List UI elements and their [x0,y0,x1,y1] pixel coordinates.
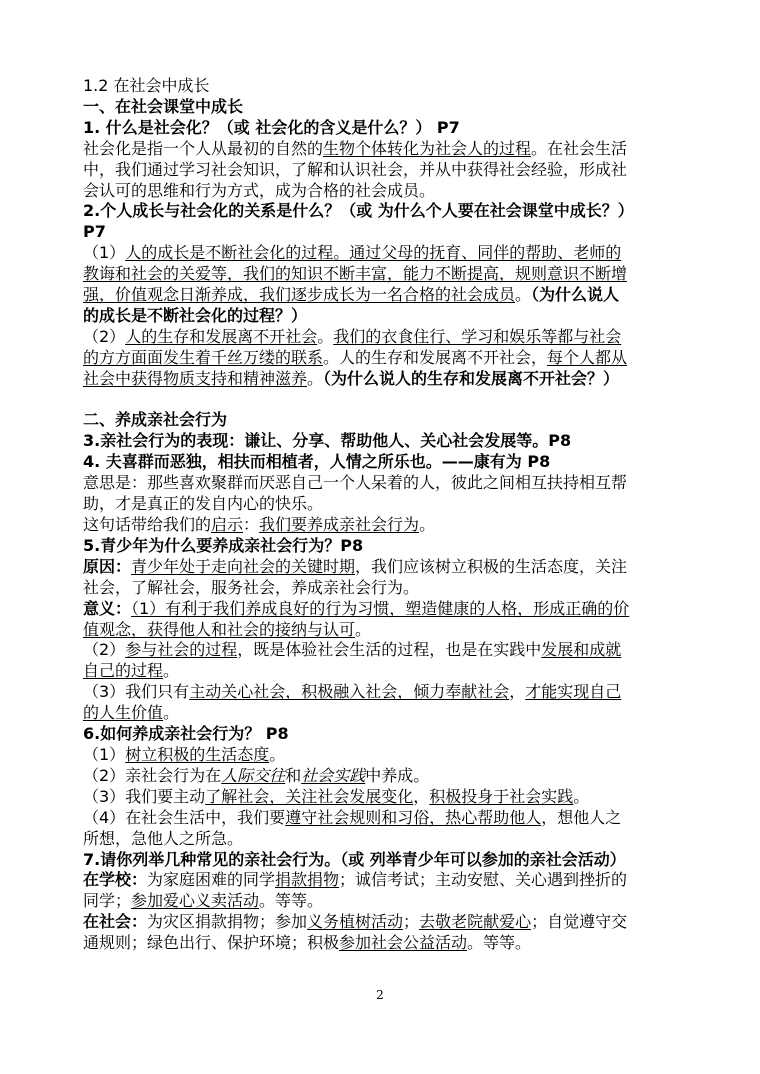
text-run: 参加社会公益活动 [339,933,468,953]
text-run: 义务植树活动 [307,912,404,932]
text-line [83,369,683,390]
text-run: 7.请你列举几种常见的亲社会行为。（或 列举青少年可以参加的亲社会活动） [83,849,626,869]
text-line [83,306,683,327]
text-run: （1） [83,243,126,263]
text-run: 的人生价值 [83,703,164,723]
text-run: 。 [269,744,286,764]
text-line [83,515,683,536]
text-run: 。人的生存和发展离不开社会， [323,347,548,367]
text-run: 了解社会，关注社会发展变化 [205,786,414,806]
text-line [83,640,683,661]
text-run: 3.亲社会行为的表现：谦让、分享、帮助他人、关心社会发展等。P8 [83,431,572,451]
text-line [83,76,683,97]
text-run: 社会，了解社会，服务社会，养成亲社会行为。 [83,577,420,597]
text-line [83,703,683,724]
text-run: 。 [163,703,180,723]
text-run: 才能实现自己 [525,682,622,702]
text-run: 。通过父母的抚育、同伴的帮助、老师的 [333,243,622,263]
text-run: 。等等。 [259,891,324,911]
text-run: （为什么说人 [531,285,620,305]
text-line [83,431,683,452]
text-line [83,599,683,620]
text-run: 原因： [83,556,132,576]
text-line [83,118,683,139]
text-run: 社会化是指一个人从最初的自然的 [83,138,324,158]
text-run: 去敬老院献爱心 [419,912,532,932]
text-line [83,410,683,431]
text-run: 会认可的思维和行为方式，成为合格的社会成员。 [83,180,436,200]
text-line [83,264,683,285]
text-run: 中养成。 [365,765,430,785]
text-line [83,494,683,515]
text-line [83,97,683,118]
text-line [83,536,683,557]
text-run: 助，才是真正的发自内心的快乐。 [83,494,324,514]
text-run: 1. 什么是社会化？（或 社会化的含义是什么？） P7 [83,117,460,137]
text-run: 意思是：那些喜欢聚群而厌恶自己一个人呆着的人，彼此之间相互扶持相互帮 [83,473,628,493]
text-run: 每个人都从 [547,347,628,367]
document-body [83,76,683,954]
text-run: 教诲和社会的关爱等，我们的知识不断丰富，能力不断提高，规则意识不断增 [83,264,628,284]
text-run: 二、养成亲社会行为 [83,410,228,430]
text-run: 值观念，获得他人和社会的接纳与认可 [83,619,356,639]
text-run: ，既是体验社会生活的过程，也是在实践中 [237,640,542,660]
text-line [83,745,683,766]
text-run: 。等等。 [467,933,532,953]
text-run: 通规则；绿色出行、保护环境；积极 [83,933,340,953]
text-run: 社会中获得物质支持和精神滋养 [83,368,308,388]
text-line [83,891,683,912]
text-run: 所想，急他人之所急。 [83,828,244,848]
text-run: 发展和成就 [541,640,622,660]
text-line [83,473,683,494]
text-run: 意义： [83,598,132,618]
text-line [83,620,683,641]
text-run: 在学校： [83,870,148,890]
text-line [83,327,683,348]
text-run: 主动关心社会，积极融入社会，倾力奉献社会 [189,682,510,702]
text-line [83,181,683,202]
text-run: 我们的衣食住行、学习和娱乐等都与社会 [333,326,622,346]
text-line [83,661,683,682]
text-line [83,348,683,369]
text-line [83,766,683,787]
text-run: 人际交往 [221,765,286,785]
text-run: ；诚信考试；主动安慰、关心遇到挫折的 [339,870,628,890]
text-run: 启示 [211,515,244,535]
text-run: （2） [83,640,126,660]
text-run: 中，我们通过学习社会知识，了解和认识社会，并从中获得社会经验，形成社 [83,159,628,179]
text-line [83,933,683,954]
text-run: （3）我们要主动 [83,786,206,806]
text-run: 自己的过程 [83,661,164,681]
text-run: 生物个体转化为社会人的过程 [323,138,532,158]
text-run: ，想他人之 [541,807,622,827]
text-run: 4. 夫喜群而恶独，相扶而相植者，人情之所乐也。——康有为 P8 [83,452,551,472]
text-run: 和 [285,765,302,785]
text-run: 的成长是不断社会化的过程？） [83,305,308,325]
text-run: ；自觉遵守交 [531,912,628,932]
text-run: ， [509,682,526,702]
text-run: 同学； [83,891,132,911]
text-run: （1）有利于我们养成良好的行为习惯，塑造健康的人格，形成正确的价 [131,598,630,618]
text-line [83,787,683,808]
text-run: 2.个人成长与社会化的关系是什么？（或 为什么个人要在社会课堂中成长？） [83,201,634,221]
text-run: 强，价值观念日渐养成，我们逐步成长为一名合格的社会成员 [83,285,516,305]
text-run: （2） [83,326,126,346]
text-line [83,139,683,160]
text-run: （4）在社会生活中，我们要 [83,807,286,827]
text-line [83,829,683,850]
text-run: 。在社会生活 [531,138,628,158]
text-line [83,808,683,829]
text-run: （1） [83,744,126,764]
text-run: 1.2 在社会中成长 [83,76,210,95]
text-run: 社会实践 [301,765,366,785]
text-line [83,160,683,181]
text-line [83,682,683,703]
text-run: 参加爱心义卖活动 [131,891,260,911]
text-run: 。 [317,326,334,346]
text-run: 5.青少年为什么要养成亲社会行为？P8 [83,535,364,555]
text-run: （2）亲社会行为在 [83,765,222,785]
blank-line [83,390,683,411]
text-run: 为灾区捐款捐物；参加 [147,912,308,932]
text-run: 捐款捐物 [275,870,340,890]
text-run: 。 [355,619,372,639]
text-run: ，我们应该树立积极的生活态度，关注 [355,556,628,576]
text-run: 一、在社会课堂中成长 [83,96,244,116]
text-run: （为什么说人的生存和发展离不开社会？） [323,368,620,388]
text-line [83,452,683,473]
text-run: 6.如何养成亲社会行为？ P8 [83,724,289,744]
text-run: 参与社会的过程 [125,640,238,660]
text-line [83,578,683,599]
page-number: 2 [376,988,384,1002]
text-run: P7 [83,222,106,242]
text-line [83,724,683,745]
text-run: 这句话带给我们的 [83,515,212,535]
text-run: 。 [515,285,532,305]
text-run: 遵守社会规则和习俗，热心帮助他人 [285,807,542,827]
text-run: 的方方面面发生着千丝万缕的联系 [83,347,324,367]
text-run: 在社会： [83,912,148,932]
text-run: 树立积极的生活态度 [125,744,270,764]
text-run: ， [413,786,430,806]
text-run: ： [243,515,260,535]
text-run: 为家庭困难的同学 [147,870,276,890]
text-line [83,912,683,933]
text-run: 我们要养成亲社会行为 [259,515,420,535]
text-run: 积极投身于社会实践 [429,786,574,806]
text-line [83,243,683,264]
text-line [83,201,683,222]
text-run: 青少年处于走向社会的关键时期 [131,556,356,576]
text-line [83,285,683,306]
text-run: 。 [419,515,436,535]
text-run: ； [403,912,420,932]
text-run: 。 [163,661,180,681]
text-run: 。 [307,368,324,388]
text-line [83,850,683,871]
text-run: 。 [573,786,590,806]
text-line [83,222,683,243]
text-line [83,870,683,891]
text-run: 人的生存和发展离不开社会 [125,326,318,346]
text-run: 人的成长是不断社会化的过程 [125,243,334,263]
text-run: （3）我们只有 [83,682,190,702]
text-line [83,557,683,578]
